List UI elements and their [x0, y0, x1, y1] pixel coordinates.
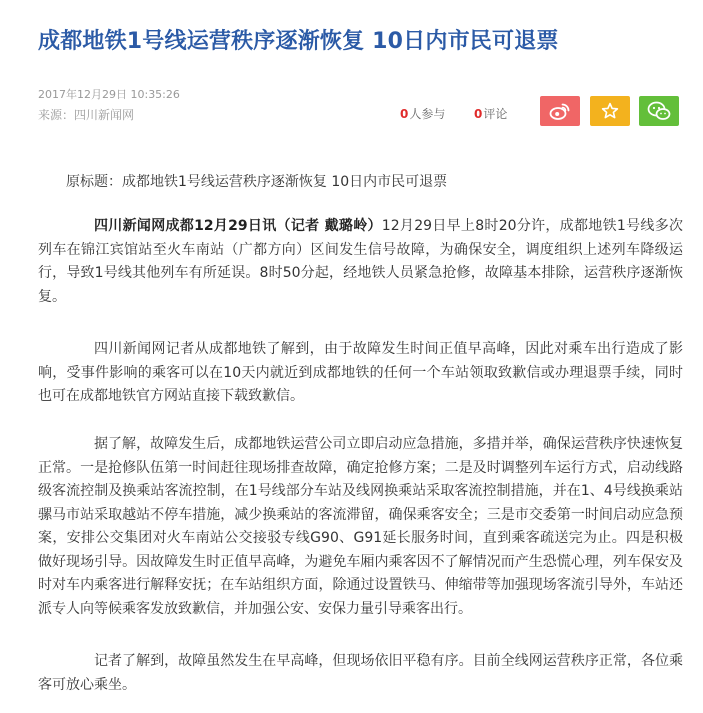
favorite-button[interactable]: [590, 96, 630, 126]
comments-number: 0: [474, 107, 483, 121]
article-byline: 四川新闻网成都12月29日讯（记者 戴璐岭）: [94, 218, 382, 234]
source-label: 来源：: [38, 108, 75, 122]
article-title: 成都地铁1号线运营秩序逐渐恢复 10日内市民可退票: [38, 29, 559, 54]
share-weibo-button[interactable]: [540, 96, 580, 126]
comments-label: 评论: [483, 107, 508, 121]
article-paragraph-1: [38, 215, 683, 309]
publish-datetime: 2017年12月29日 10:35:26: [38, 88, 180, 101]
original-title: 原标题：成都地铁1号线运营秩序逐渐恢复 10日内市民可退票: [66, 174, 448, 190]
source-name[interactable]: 四川新闻网: [74, 108, 135, 122]
article-paragraph-2: 四川新闻网记者从成都地铁了解到，由于故障发生时间正值早高峰，因此对乘车出行造成了影响，受事件影响的乘客可以在10天内就近到成都地铁的任何一个车站领取致歉信或办理退票手续，同时也可在成都地铁官方网站直接下载致歉信。: [38, 341, 683, 404]
share-wechat-button[interactable]: [639, 96, 679, 126]
weibo-icon: [549, 101, 571, 121]
article-paragraph-3: 据了解，故障发生后，成都地铁运营公司立即启动应急措施，多措并举，确保运营秩序快速恢复正常。一是抢修队伍第一时间赶往现场排查故障，确定抢修方案；二是及时调整列车运行方式，启动线路级客流控制及换乘站客流控制，在1号线部分车站及线网换乘站采取客流控制措施，并在1、4号线换乘站骡马市站采取越站不停车措施，减少换乘站的客流滞留，确保乘客安全；三是市交委第一时间启动应急预案，安排公交集团对火车南站公交接驳专线G90、G91延长服务时间，直到乘客疏送完为止。四是积极做好现场引导。因故障发生时正值早高峰，为避免车厢内乘客因不了解情况而产生恐慌心理，列车保安及时对车内乘客进行解释安抚；在车站组织方面，除通过设置铁马、伸缩带等加强现场客流引导外，车站还派专人向等候乘客发放致歉信，并加强公安、安保力量引导乘客出行。: [38, 436, 683, 617]
participants-label: 人参与: [409, 107, 446, 121]
star-icon: [601, 102, 619, 120]
article-paragraph-4: 记者了解到，故障虽然发生在早高峰，但现场依旧平稳有序。目前全线网运营秩序正常，各位乘客可放心乘坐。: [38, 653, 683, 693]
comments-count[interactable]: [474, 105, 507, 122]
participants-number: 0: [400, 107, 409, 121]
paragraph-1-text: 12月29日早上8时20分许，成都地铁1号线多次列车在锦江宾馆站至火车南站（广都方向）区间发生信号故障，为确保安全，调度组织上述列车降级运行，导致1号线其他列车有所延误。8时50分起，经地铁人员紧急抢修，故障基本排除，运营秩序逐渐恢复。: [38, 218, 683, 305]
article-source: [38, 106, 134, 123]
participants-count[interactable]: [400, 105, 445, 122]
wechat-icon: [647, 101, 671, 121]
